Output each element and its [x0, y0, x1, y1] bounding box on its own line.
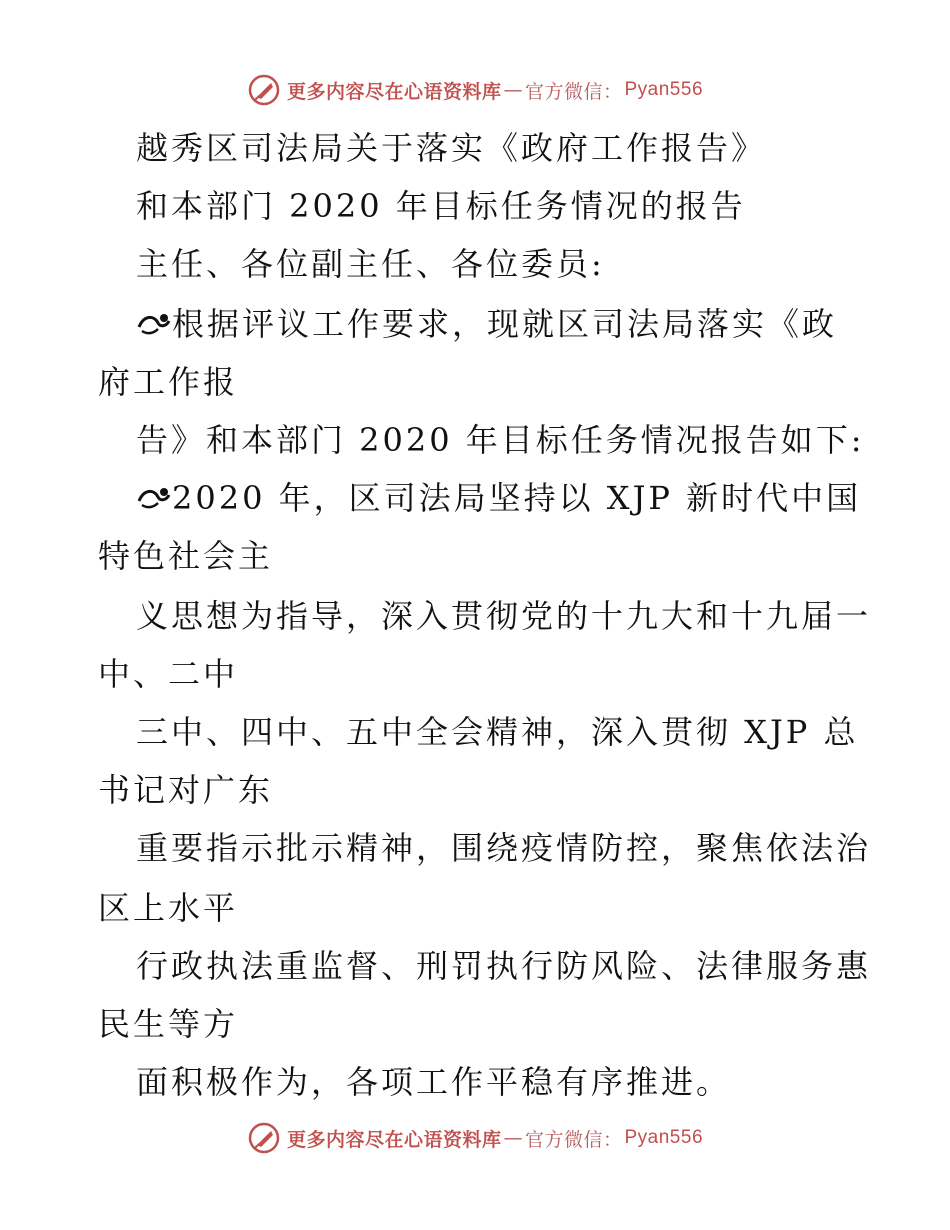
fleuron-bullet-icon [136, 307, 172, 339]
paragraph-2-line-1 [136, 478, 861, 518]
paragraph-1-line-1 [136, 304, 837, 344]
salutation: 主任、各位副主任、各位委员: [136, 245, 605, 283]
paragraph-2-line-8: 区上水平 [98, 889, 239, 927]
watermark-main-text: 更多内容尽在心语资料库 [286, 80, 502, 103]
paragraph-1-line-2: 府工作报 [98, 363, 239, 401]
watermark-wechat-id: Pyan556 [624, 1127, 704, 1148]
watermark-dash: — [503, 79, 523, 101]
watermark-sub-text: 官方微信： [524, 1128, 623, 1151]
paragraph-2-line-6: 书记对广东 [98, 771, 274, 809]
watermark-main-text: 更多内容尽在心语资料库 [286, 1128, 502, 1151]
paragraph-2-line-3: 义思想为指导，深入贯彻党的十九大和十九届一 [136, 597, 872, 635]
paragraph-2-line-9: 行政执法重监督、刑罚执行防风险、法律服务惠 [136, 947, 872, 985]
quill-logo-icon [247, 73, 281, 107]
watermark-dash: — [503, 1127, 523, 1149]
fleuron-bullet-icon [136, 481, 172, 513]
paragraph-1-line-3: 告》和本部门 2020 年目标任务情况报告如下: [136, 421, 865, 459]
watermark-wechat-id: Pyan556 [624, 79, 704, 100]
header-watermark [0, 70, 950, 110]
paragraph-2-line-2: 特色社会主 [98, 537, 274, 575]
paragraph-1-line-1-text: 根据评议工作要求，现就区司法局落实《政 [172, 305, 838, 343]
paragraph-2-line-4: 中、二中 [98, 655, 239, 693]
document-title-line-1: 越秀区司法局关于落实《政府工作报告》 [136, 129, 767, 167]
paragraph-2-line-7: 重要指示批示精神，围绕疫情防控，聚焦依法治 [136, 829, 872, 867]
paragraph-2-line-11: 面积极作为，各项工作平稳有序推进。 [136, 1063, 732, 1101]
paragraph-2-line-10: 民生等方 [98, 1005, 239, 1043]
quill-logo-icon [247, 1121, 281, 1155]
paragraph-2-line-5: 三中、四中、五中全会精神，深入贯彻 XJP 总 [136, 713, 859, 751]
footer-watermark [0, 1118, 950, 1158]
watermark-sub-text: 官方微信： [524, 80, 623, 103]
document-title-line-2: 和本部门 2020 年目标任务情况的报告 [136, 187, 746, 225]
paragraph-2-line-1-text: 2020 年，区司法局坚持以 XJP 新时代中国 [172, 479, 862, 517]
